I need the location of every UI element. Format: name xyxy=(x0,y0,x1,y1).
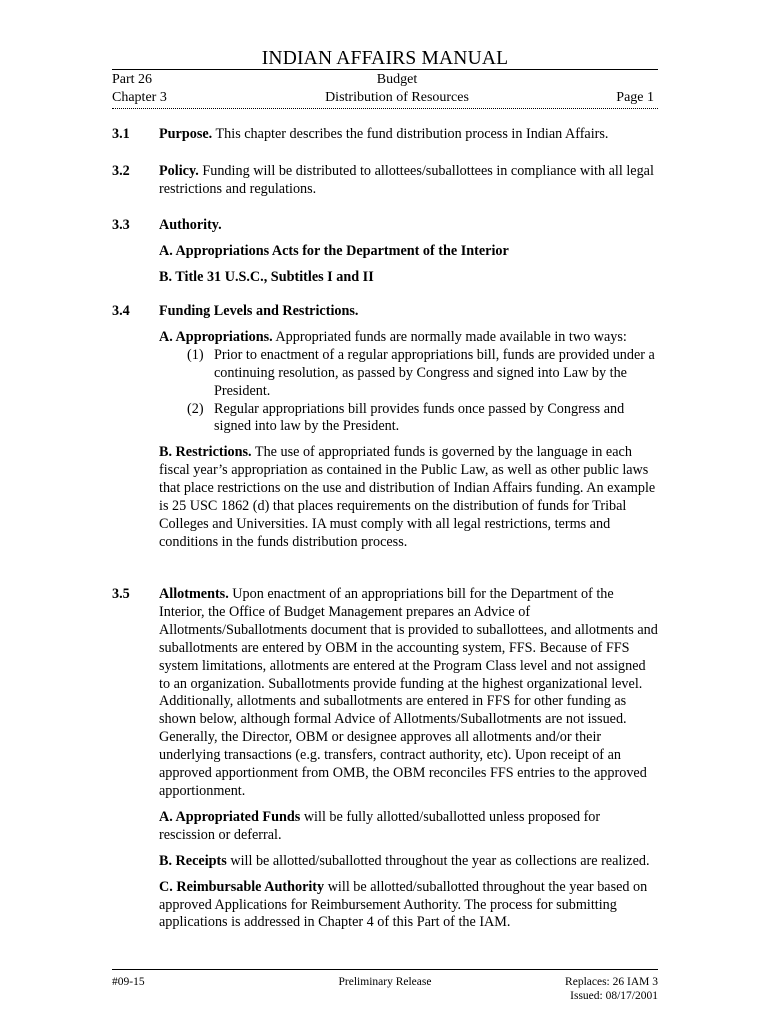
list-item xyxy=(159,347,659,401)
list-item xyxy=(159,401,659,437)
authority-item-a: A. Appropriations Acts for the Department of the Interior xyxy=(159,242,509,259)
document-code: #09-15 xyxy=(112,976,145,988)
release-status: Preliminary Release xyxy=(338,976,432,988)
subsection-text: will be fully allotted/suballotted unless proposed for rescission or deferral. xyxy=(159,808,601,843)
section-text: This chapter describes the fund distribution process in Indian Affairs. xyxy=(212,126,609,142)
list-item-number: (1) xyxy=(187,346,204,363)
subsection-text: Appropriated funds are normally made available in two ways: xyxy=(272,328,627,345)
header-dotted-rule xyxy=(112,108,658,109)
header-row-2 xyxy=(112,90,658,108)
subsection-label: A. Appropriated Funds xyxy=(159,808,301,825)
issued-date: Issued: 08/17/2001 xyxy=(570,990,658,1002)
chapter-label: Chapter 3 xyxy=(112,90,167,105)
list-item-number: (2) xyxy=(187,400,204,417)
section-text: Upon enactment of an appropriations bill for the Department of the Interior, the Office of Budget Management prepares an Advice of Allotments/Suballotments document that is provided to suballottees, and allotments and suballotments are entered by OBM in the accounting system, FFS. Because of FFS system limitations, allotments are entered at the Program Class level and not assigned to an organization. Suballotments provide funding at the highest organizational level. Additionally, allotments and suballotments are entered in FFS for other funding as shown below, although formal Advice of Allotments/Suballotments are not issued. Generally, the Director, OBM or designee approves all allotments and/or their underlying transactions (e.g. transfers, contract authority, etc). Upon receipt of an approved apportionment from OMB, the OBM reconciles FFS entries to the approved apportionment. xyxy=(159,586,658,799)
section-heading: Authority. xyxy=(159,217,222,233)
authority-item-b: B. Title 31 U.S.C., Subtitles I and II xyxy=(159,268,374,285)
section-text: Funding will be distributed to allottees/suballottees in compliance with all legal restrictions and regulations. xyxy=(159,163,654,197)
section-number: 3.2 xyxy=(112,163,130,179)
category-label: Budget xyxy=(376,72,418,87)
subsection-label: B. Receipts xyxy=(159,852,227,869)
section-number: 3.5 xyxy=(112,586,130,602)
header-rule xyxy=(112,69,658,70)
subsection-label: A. Appropriations. xyxy=(159,328,273,345)
manual-title: INDIAN AFFAIRS MANUAL xyxy=(261,48,509,69)
part-label: Part 26 xyxy=(112,72,153,87)
section-number: 3.1 xyxy=(112,126,130,142)
section-heading: Allotments. xyxy=(159,586,229,602)
page-number: Page 1 xyxy=(616,90,654,105)
section-heading: Purpose. xyxy=(159,126,213,142)
subsection-text: The use of appropriated funds is governed by the language in each fiscal year’s appropriation as contained in the Public Law, as well as other public laws that place restrictions on the use and distribution of Indian Affairs funding. An example is 25 USC 1862 (d) that places requirements on the distribution of funds for Tribal Colleges and Universities. IA must comply with all legal restrictions, terms and conditions in the funds distribution process. xyxy=(159,444,656,550)
replaces-note: Replaces: 26 IAM 3 xyxy=(565,976,658,988)
subsection-label: C. Reimbursable Authority xyxy=(159,878,325,895)
footer-rule xyxy=(112,969,658,970)
subsection-text: will be allotted/suballotted throughout the year based on approved Applications for Reimbursement Authority. The process for submitting applications is addressed in Chapter 4 of this Part of the IAM. xyxy=(159,878,648,931)
section-number: 3.4 xyxy=(112,303,130,319)
subsection-text: will be allotted/suballotted throughout the year as collections are realized. xyxy=(226,852,650,869)
header-row-1 xyxy=(112,72,658,90)
subject-label: Distribution of Resources xyxy=(325,90,469,105)
section-number: 3.3 xyxy=(112,217,130,233)
list-item-text: Prior to enactment of a regular appropriations bill, funds are provided under a continuing resolution, as passed by Congress and signed into Law by the President. xyxy=(214,346,655,399)
subsection-label: B. Restrictions. xyxy=(159,444,252,461)
list-item-text: Regular appropriations bill provides funds once passed by Congress and signed into law by the President. xyxy=(214,400,625,435)
section-heading: Policy. xyxy=(159,163,199,179)
section-heading: Funding Levels and Restrictions. xyxy=(159,303,359,319)
